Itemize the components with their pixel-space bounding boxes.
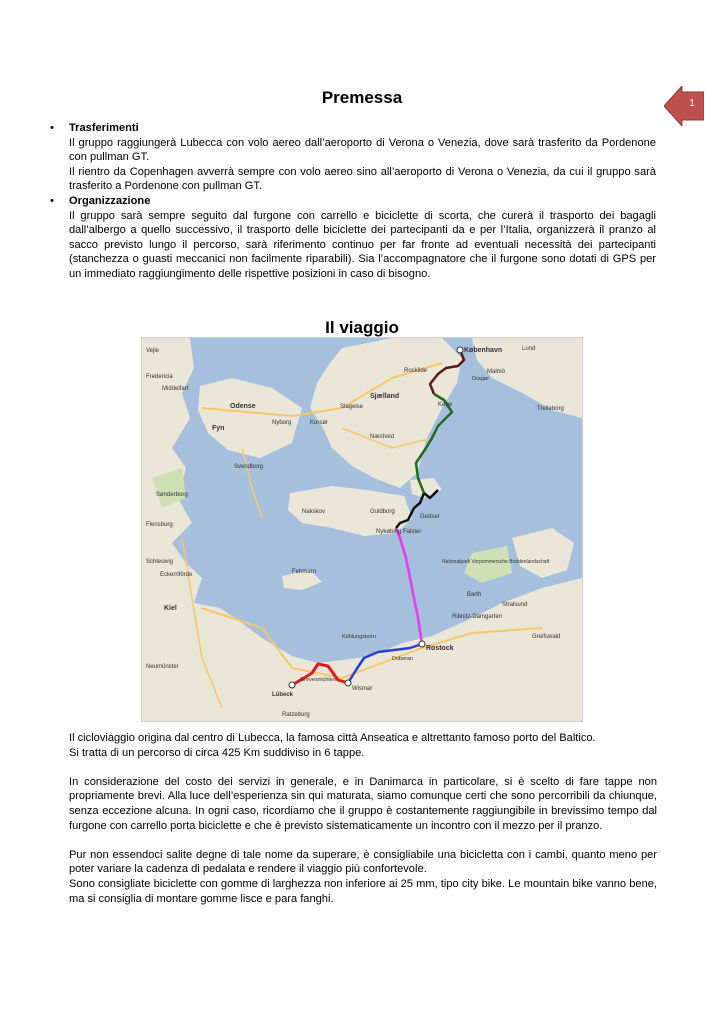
map-label: København [464,347,503,354]
map-label: Rostock [426,645,454,652]
premessa-list [50,121,656,282]
paragraph: Il cicloviaggio origina dal centro di Lubecca, la famosa città Anseatica e altrettanto famoso porto del Baltico. Si tratta di un percorso di circa 425 Km suddiviso in 6 tappe. [69,732,596,759]
bullet-icon: • [50,122,54,134]
map-label: Sønderborg [156,492,188,498]
map-label: Stralsund [502,602,528,608]
list-item-organizzazione [50,194,656,282]
map-label: Neumünster [146,664,179,670]
paragraph: Il gruppo sarà sempre seguito dal furgone con carrello e biciclette di scorta, che curerà il trasporto dei bagagli dall’albergo a quello successivo, il trasporto delle biciclette dei partecipanti da e per l’Italia, organizzerà il pranzo al sacco previsto lungo il percorso, sarà riferimento continuo per far fronte ad eventuali necessità dei partecipanti (stanchezza o guasti meccanici non facilmente riparabili). Sia l’accompagnatore che il furgone sono dotati di GPS per un immediato raggiungimento delle rispettive posizioni in caso di bisogno. [69,209,656,280]
map-label: Ratzeburg [282,712,310,718]
map-label: Slagelse [340,404,364,410]
paragraph: Il rientro da Copenhagen avverrà sempre con volo aereo sino all’aeroporto di Verona o Venezia, da cui il gruppo sarà trasferito a Pordenone con pullman GT. [69,165,656,193]
map-label: Odense [230,403,256,410]
map-label: Ribnitz-Damgarten [452,614,503,620]
map-label: Næstved [370,434,395,440]
map-label: Dragør [472,376,490,382]
map-label: Kiel [164,605,177,612]
map-label: Flensburg [146,522,173,528]
section-title-premessa: Premessa [321,88,403,107]
map-label: Greifswald [532,634,561,640]
map-label: Middelfart [162,386,189,392]
map-label: Malmö [487,369,506,375]
map-label: Wismar [352,686,373,692]
map-label: Eckernförde [160,572,193,578]
map-label: Fyn [212,425,225,432]
route-map-image [142,338,582,721]
map-label: Nakskov [302,509,326,515]
map-label: Schleswig [146,559,174,565]
map-label: Fehmarn [292,569,317,575]
map-label: Trelleborg [537,406,564,412]
map-label: Nationalpark Vorpommersche Boddenlandschaft [442,559,550,565]
map-label: Køge [438,402,453,408]
map-label: Nykøbing Falster [376,529,422,535]
map-label: Vejle [146,348,160,354]
viaggio-body [69,731,657,921]
list-item-heading: Organizzazione [69,194,151,207]
list-item-trasferimenti [50,121,656,194]
map-label: Fredericia [146,374,173,380]
map-label: Kühlungsborn [342,634,376,640]
map-label: Grevesmühlen [300,677,336,683]
map-label: Doberan [392,656,414,662]
map-label: Gedser [420,514,440,520]
page-number: 1 [689,98,695,109]
map-label: Guldborg [370,509,395,515]
route-map [141,337,583,722]
map-label: Sjælland [370,393,400,400]
paragraph: Il gruppo raggiungerà Lubecca con volo aereo dall’aeroporto di Verona o Venezia, dove sarà trasferito da Pordenone con pullman GT. [69,136,656,164]
map-label: Roskilde [404,368,428,374]
paragraph: Pur non essendoci salite degne di tale nome da superare, è consigliabile una bicicletta con i cambi, quanto meno per poter variare la cadenza di pedalata e rendere il viaggio più confortevole. Sono consigliate biciclette con gomme di larghezza non inferiore ai 25 mm, tipo city bike. Le mountain bike vanno bene, ma si consiglia di montare gomme lisce e para fanghi. [69,848,657,905]
map-label: Korsør [310,420,328,426]
bullet-icon: • [50,194,54,207]
map-label: Barth [467,592,482,598]
map-label: Nyborg [272,420,292,426]
map-label: Lübeck [272,692,294,698]
map-label: Lund [522,346,536,352]
section-title-viaggio: Il viaggio [325,318,399,337]
map-label: Svendborg [234,464,264,470]
list-item-heading: Trasferimenti [69,122,139,134]
paragraph: In considerazione del costo dei servizi in generale, e in Danimarca in particolare, si è scelto di fare tappe non propriamente brevi. Alla luce dell’esperienza sin qui maturata, siamo comunque certi che sono percorribili da chiunque, senza eccezione alcuna. In ogni caso, ricordiamo che il gruppo è costantemente raggiungibile in brevissimo tempo dal furgone con carrello porta biciclette e che è previsto sistematicamente un incontro con il mezzo per il pranzo. [69,775,657,832]
